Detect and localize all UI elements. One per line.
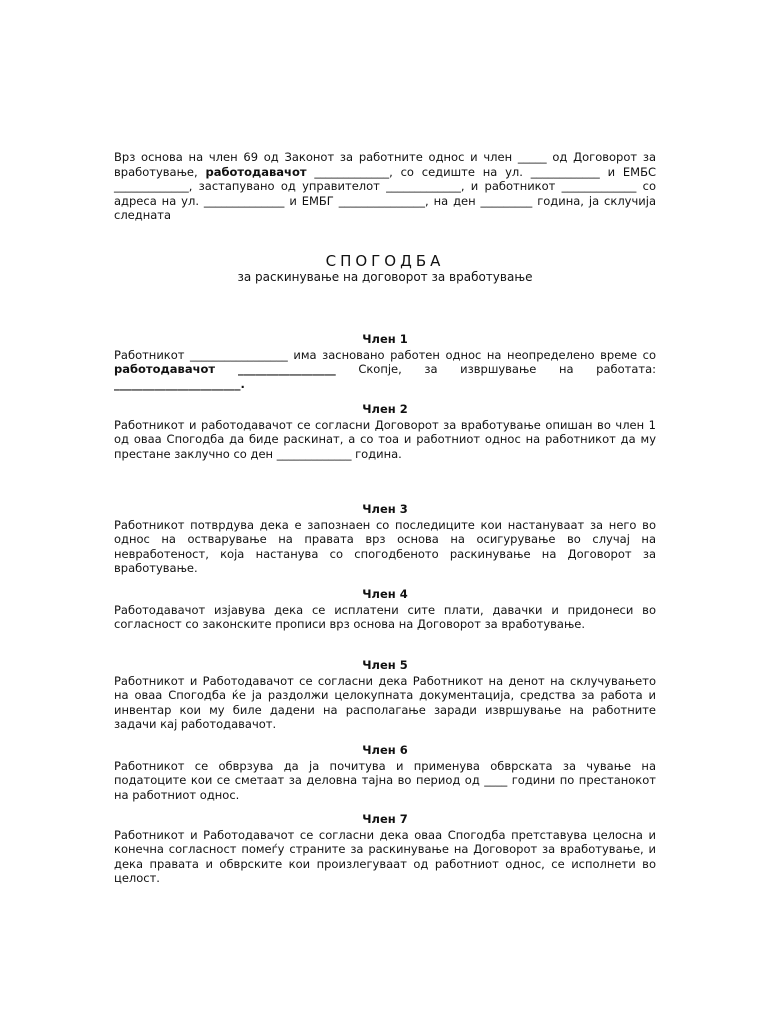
article-text: Работникот и Работодавачот се согласни дека оваа Спогодба претставува целосна и конечна согласност помеѓу страните за раскинување на Договорот за вработување, и дека правата и обврските кои произлегуваат од работниот однос, се исполнети во целост. [114,827,656,886]
article-heading: Член 4 [362,587,408,601]
article-5 [114,658,656,732]
article-heading: Член 6 [362,743,408,757]
article-1-text-1: Работникот _________________ има засновано работен однос на неопределено време со [114,347,656,362]
article-text: Работникот се обврзува да ја почитува и применува обврската за чување на податоците кои се сметаат за деловна тајна во период од ____ години по престанокот на работниот однос. [114,758,656,802]
article-6 [114,743,656,802]
article-2 [114,402,656,461]
article-1 [114,332,656,391]
article-heading: Член 5 [362,658,408,672]
article-heading: Член 3 [362,502,408,516]
article-1-employer: работодавачот _________________ [114,362,336,377]
document-subtitle: за раскинување на договорот за вработување [237,270,533,284]
article-heading: Член 7 [362,812,408,826]
document-title: СПОГОДБА [325,252,445,270]
article-4 [114,587,656,632]
article-heading: Член 1 [362,332,408,346]
article-3 [114,502,656,576]
article-text: Работникот и работодавачот се согласни Договорот за вработување опишан во член 1 од оваа Спогодба да биде раскинат, а со тоа и работниот однос на работникот да му престане заклучно со ден _____________ година. [114,417,656,461]
article-7 [114,812,656,886]
article-text: Работникот и Работодавачот се согласни дека Работникот на денот на склучувањето на оваа Спогодба ќе ја раздолжи целокупната документација, средства за работа и инвентар кои му биле дадени на располагање заради извршување на работните задачи кај работодавачот. [114,673,656,732]
preamble-text-2: _____________, со седиште на ул. ____________ и ЕМБС _____________, застапувано од управителот _____________, и работникот _____________ со адреса на ул. ______________ и ЕМБГ _______________, на ден _________ година, ја склучија следната [114,164,656,223]
preamble-employer: работодавачот [205,164,307,179]
article-text [114,348,656,392]
article-text: Работникот потврдува дека е запознаен со последиците кои настануваат за него во однос на остварување на правата врз основа на осигурување во случај на невработеност, која настанува со спогодбеното раскинување на Договорот за вработување. [114,517,656,576]
article-1-text-2: Скопје, за извршување на работата: [335,362,656,377]
preamble-text-1: Врз основа на член 69 од Законот за работните однос и член _____ од Договорот за вработување, [114,150,656,179]
article-1-text-3: ______________________. [114,376,245,391]
article-heading: Член 2 [362,402,408,416]
preamble-paragraph [114,150,656,223]
article-text: Работодавачот изјавува дека се исплатени сите плати, давачки и придонеси во согласност со законските прописи врз основа на Договорот за вработување. [114,602,656,632]
